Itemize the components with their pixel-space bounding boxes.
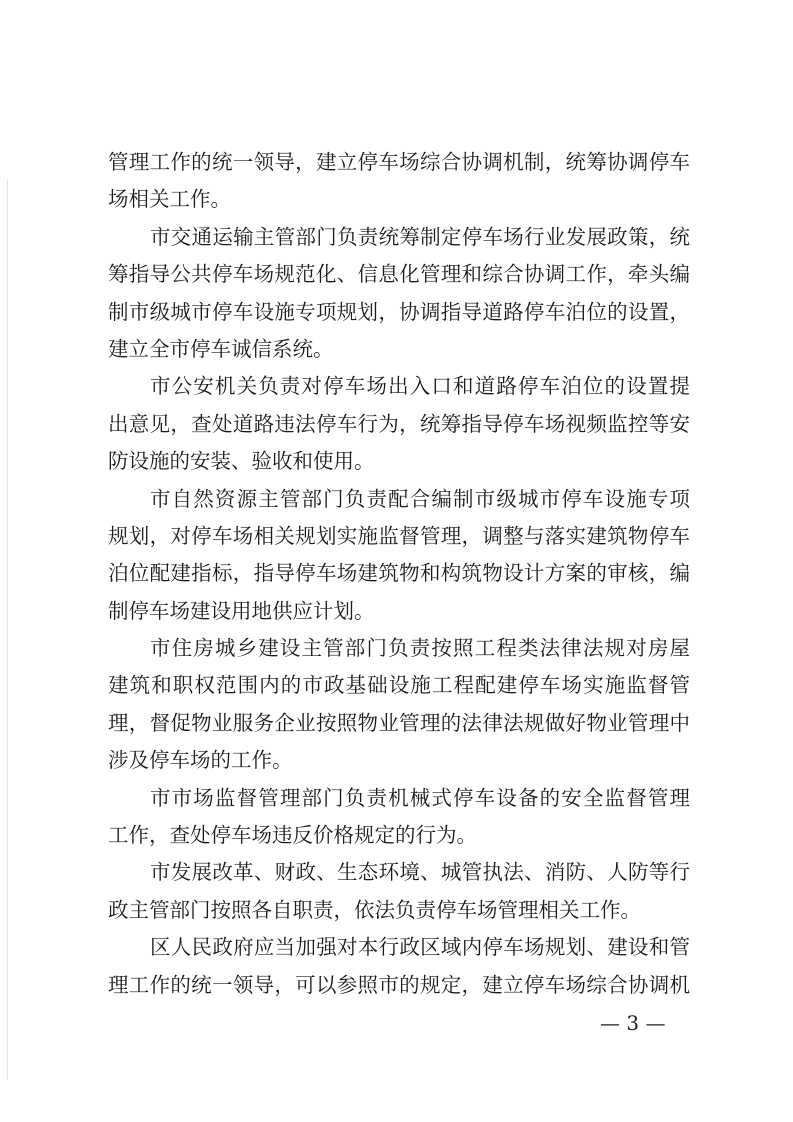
paragraph [108, 481, 690, 631]
body-text [108, 144, 690, 1004]
paragraph [108, 144, 690, 219]
text-line: 筹指导公共停车场规范化、信息化管理和综合协调工作，牵头编 [108, 262, 690, 287]
text-line: 市市场监督管理部门负责机械式停车设备的安全监督管理 [150, 785, 690, 810]
binding-margin-marks [7, 180, 8, 1080]
text-line: 场相关工作。 [108, 187, 231, 212]
text-line: 建筑和职权范围内的市政基础设施工程配建停车场实施监督管 [108, 673, 690, 698]
text-line: 建立全市停车诚信系统。 [108, 336, 334, 361]
text-line: 防设施的安装、验收和使用。 [108, 449, 375, 474]
text-line: 管理工作的统一领导，建立停车场综合协调机制，统筹协调停车 [108, 150, 690, 174]
text-line: 市交通运输主管部门负责统筹制定停车场行业发展政策，统 [150, 224, 690, 249]
text-line: 涉及停车场的工作。 [108, 748, 293, 773]
text-line: 泊位配建指标，指导停车场建筑物和构筑物设计方案的审核，编 [108, 561, 690, 586]
text-line: 政主管部门按照各自职责，依法负责停车场管理相关工作。 [108, 897, 641, 922]
paragraph [108, 630, 690, 780]
paragraph [108, 854, 690, 929]
text-line: 理工作的统一领导，可以参照市的规定，建立停车场综合协调机 [108, 972, 690, 997]
text-line: 工作，查处停车场违反价格规定的行为。 [108, 823, 477, 848]
text-line: 制市级城市停车设施专项规划，协调指导道路停车泊位的设置， [108, 299, 690, 324]
text-line: 市住房城乡建设主管部门负责按照工程类法律法规对房屋 [150, 636, 690, 661]
page-number: — 3 — [600, 1011, 666, 1035]
paragraph [108, 929, 690, 1004]
text-line: 规划，对停车场相关规划实施监督管理，调整与落实建筑物停车 [108, 523, 690, 548]
text-line: 市自然资源主管部门负责配合编制市级城市停车设施专项 [150, 486, 690, 511]
text-line: 制停车场建设用地供应计划。 [108, 598, 375, 623]
text-line: 区人民政府应当加强对本行政区域内停车场规划、建设和管 [150, 935, 690, 960]
text-line: 理，督促物业服务企业按照物业管理的法律法规做好物业管理中 [108, 710, 690, 735]
paragraph [108, 780, 690, 855]
text-line: 市发展改革、财政、生态环境、城管执法、消防、人防等行 [150, 860, 690, 885]
text-line: 出意见，查处道路违法停车行为，统筹指导停车场视频监控等安 [108, 411, 690, 436]
paragraph [108, 219, 690, 369]
paragraph [108, 368, 690, 480]
text-line: 市公安机关负责对停车场出入口和道路停车泊位的设置提 [150, 374, 690, 399]
